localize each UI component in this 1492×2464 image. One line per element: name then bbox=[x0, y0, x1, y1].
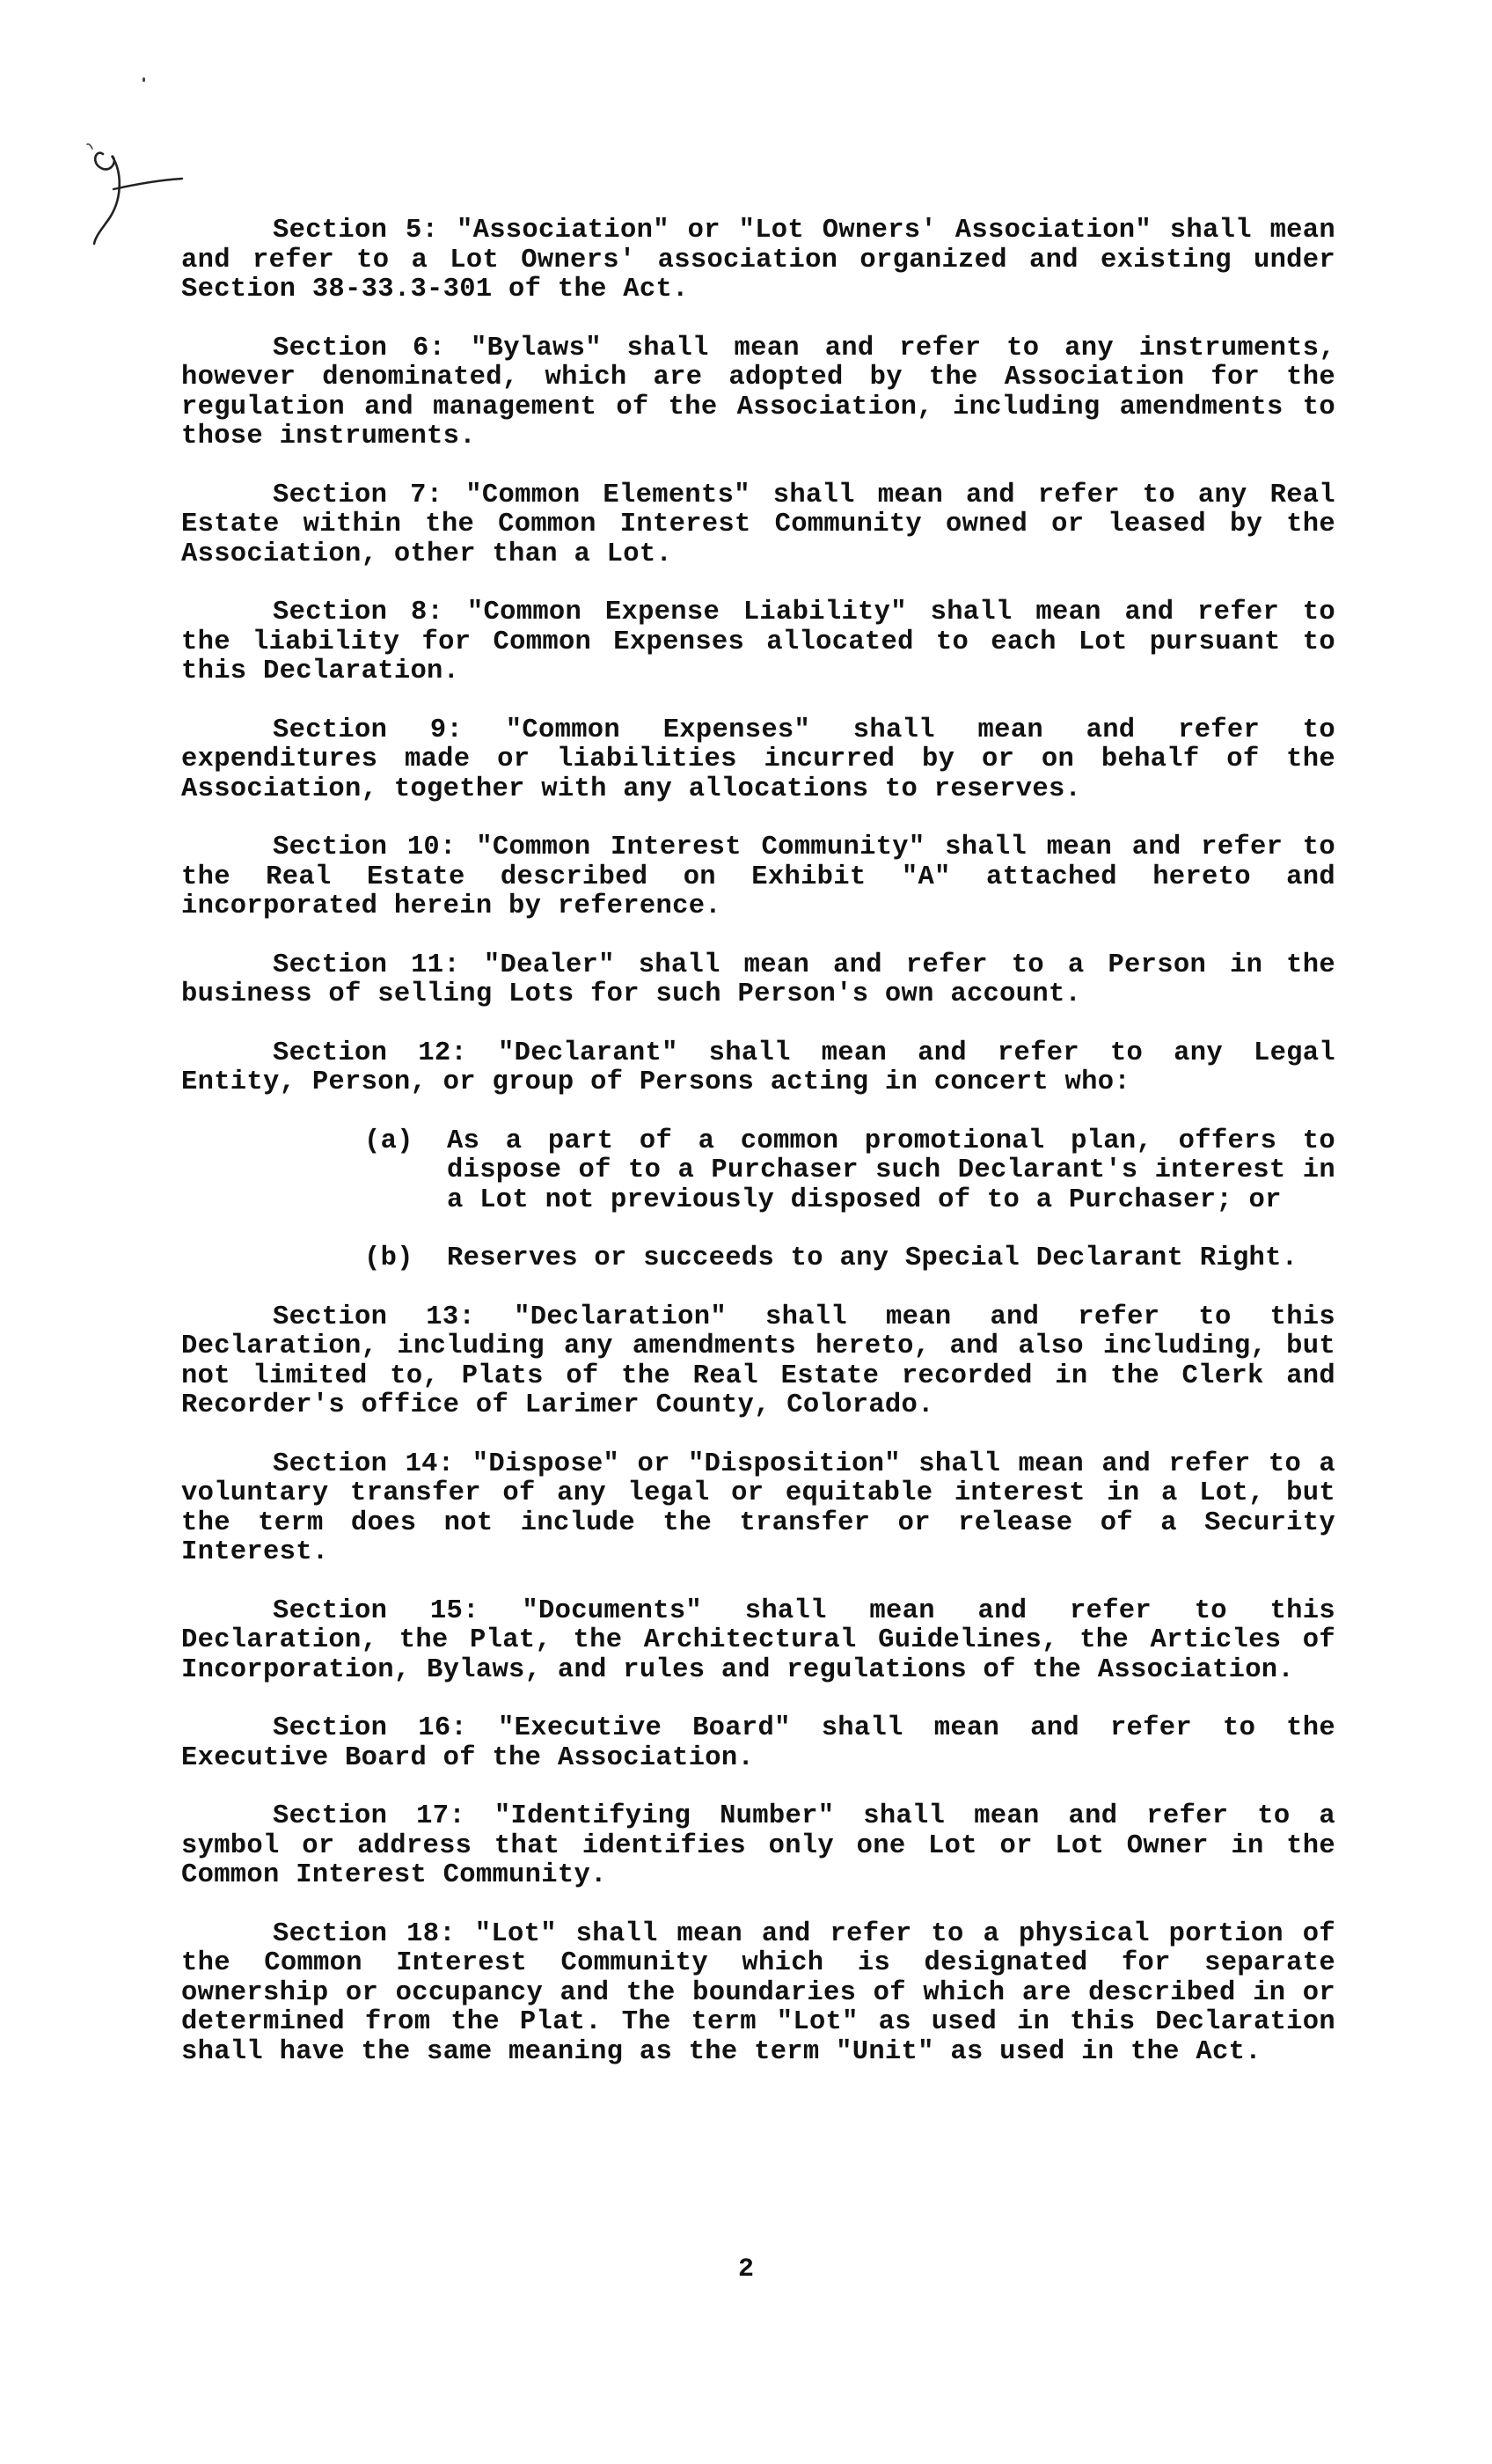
section-12: Section 12: "Declarant" shall mean and refer to any Legal Entity, Person, or group of Persons acting in concert who: bbox=[181, 1038, 1335, 1097]
document-body bbox=[181, 216, 1335, 2096]
section-5: Section 5: "Association" or "Lot Owners' Association" shall mean and refer to a Lot Owners' association organized and existing under Section 38-33.3-301 of the Act. bbox=[181, 216, 1335, 304]
section-12-subitems bbox=[181, 1127, 1335, 1274]
section-9: Section 9: "Common Expenses" shall mean and refer to expenditures made or liabilities incurred by or on behalf of the Association, together with any allocations to reserves. bbox=[181, 715, 1335, 804]
section-6: Section 6: "Bylaws" shall mean and refer to any instruments, however denominated, which are adopted by the Association for the regulation and management of the Association, including amendments to those instruments. bbox=[181, 333, 1335, 451]
subitem-text: As a part of a common promotional plan, offers to dispose of to a Purchaser such Declarant's interest in a Lot not previously disposed of to a Purchaser; or bbox=[447, 1126, 1335, 1215]
section-17: Section 17: "Identifying Number" shall mean and refer to a symbol or address that identifies only one Lot or Lot Owner in the Common Interest Community. bbox=[181, 1801, 1335, 1890]
section-11: Section 11: "Dealer" shall mean and refer to a Person in the business of selling Lots for such Person's own account. bbox=[181, 950, 1335, 1009]
subitem-label: (b) bbox=[364, 1243, 413, 1273]
subitem-a bbox=[181, 1127, 1335, 1216]
section-16: Section 16: "Executive Board" shall mean and refer to the Executive Board of the Association. bbox=[181, 1713, 1335, 1773]
section-7: Section 7: "Common Elements" shall mean and refer to any Real Estate within the Common Interest Community owned or leased by the Association, other than a Lot. bbox=[181, 480, 1335, 569]
subitem-b bbox=[181, 1244, 1335, 1274]
subitem-text: Reserves or succeeds to any Special Declarant Right. bbox=[447, 1243, 1298, 1273]
section-15: Section 15: "Documents" shall mean and refer to this Declaration, the Plat, the Architectural Guidelines, the Articles of Incorporation, Bylaws, and rules and regulations of the Association. bbox=[181, 1595, 1335, 1685]
section-14: Section 14: "Dispose" or "Disposition" shall mean and refer to a voluntary transfer of any legal or equitable interest in a Lot, but the term does not include the transfer or release of a Security Interest. bbox=[181, 1448, 1335, 1567]
page-number: 2 bbox=[737, 2255, 754, 2284]
section-10: Section 10: "Common Interest Community" shall mean and refer to the Real Estate described on Exhibit "A" attached hereto and incorporated herein by reference. bbox=[181, 832, 1335, 921]
scan-speck bbox=[143, 77, 145, 82]
section-13: Section 13: "Declaration" shall mean and refer to this Declaration, including any amendments hereto, and also including, but not limited to, Plats of the Real Estate recorded in the Clerk and Recorder's office of Larimer County, Colorado. bbox=[181, 1302, 1335, 1420]
handwritten-mark-icon bbox=[84, 136, 189, 251]
subitem-label: (a) bbox=[364, 1126, 413, 1156]
section-8: Section 8: "Common Expense Liability" shall mean and refer to the liability for Common Expenses allocated to each Lot pursuant to this Declaration. bbox=[181, 598, 1335, 686]
section-18: Section 18: "Lot" shall mean and refer to a physical portion of the Common Interest Community which is designated for separate ownership or occupancy and the boundaries of which are described in or determined from the Plat. The term "Lot" as used in this Declaration shall have the same meaning as the term "Unit" as used in the Act. bbox=[181, 1918, 1335, 2067]
